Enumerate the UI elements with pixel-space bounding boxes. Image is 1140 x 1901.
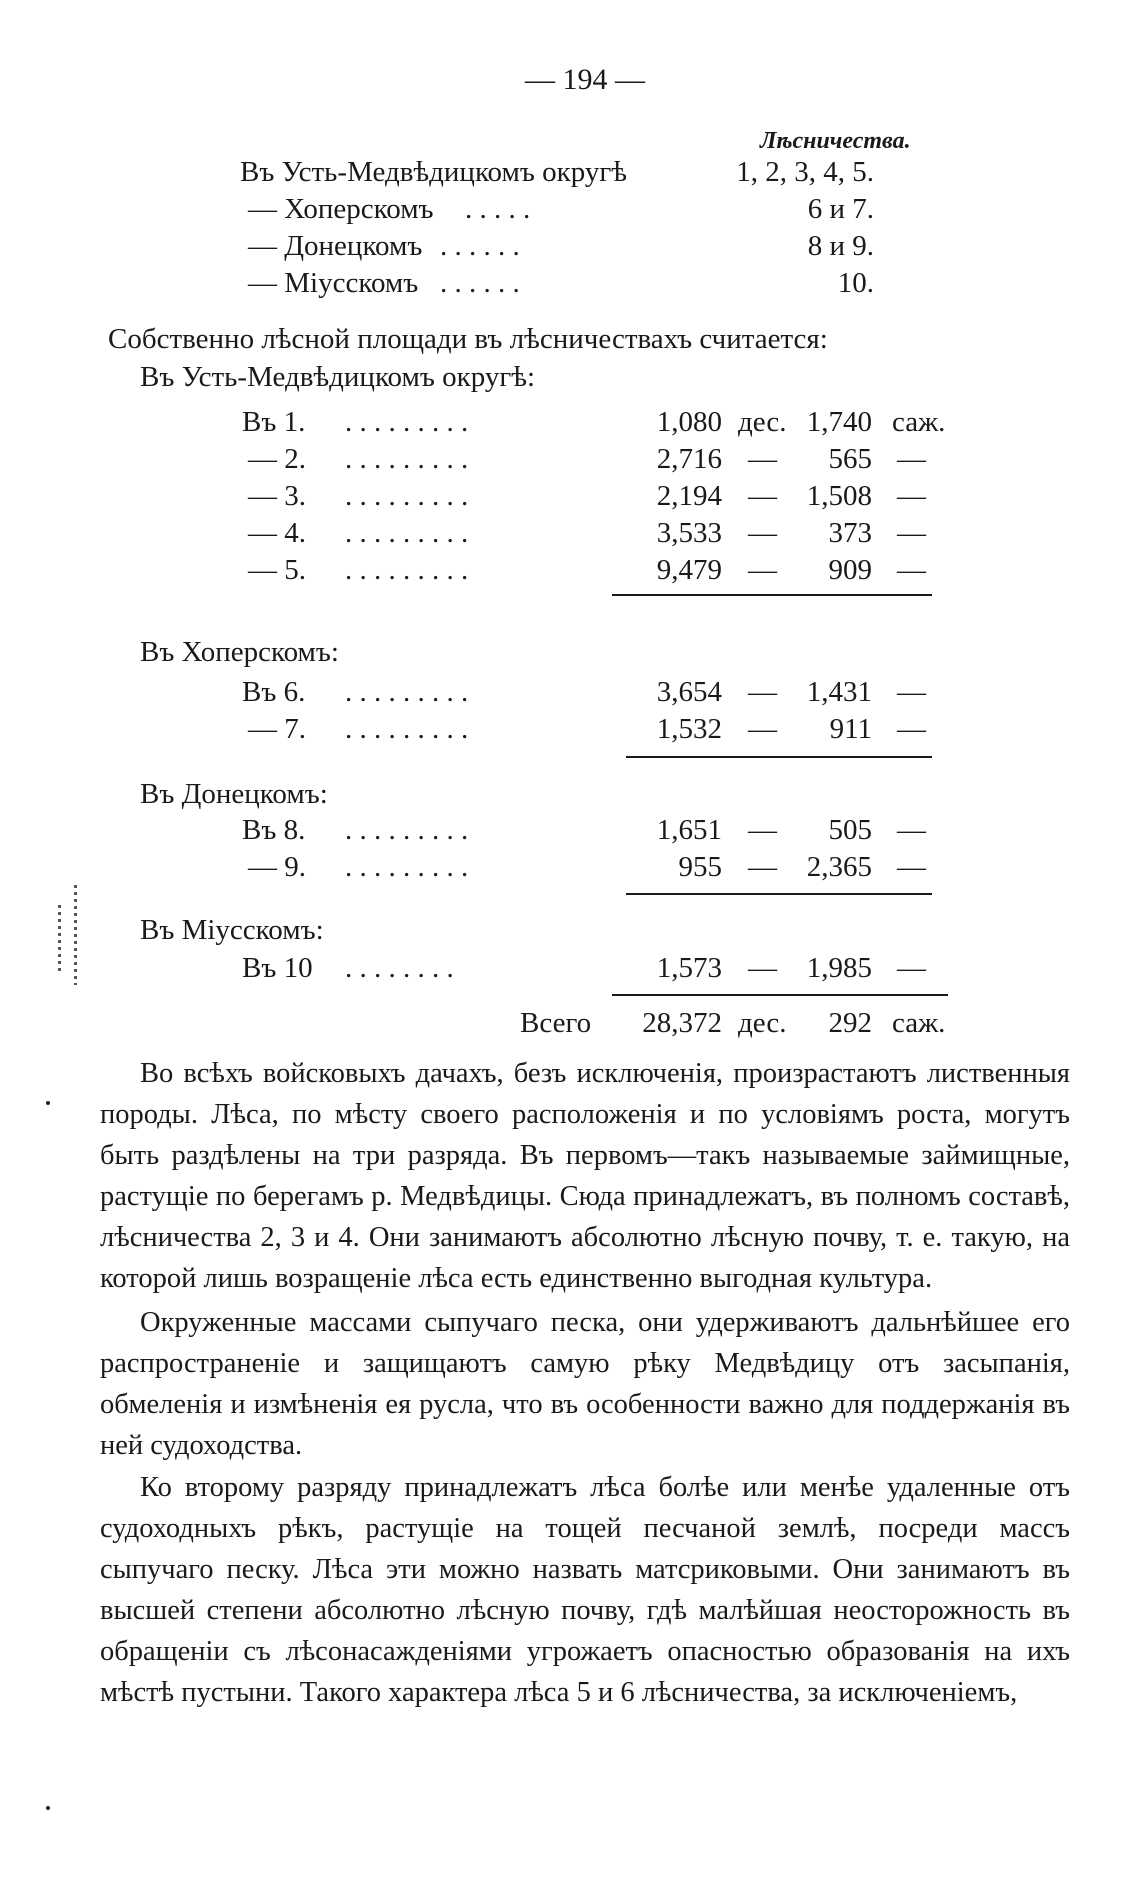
district-name: — Міусскомъ bbox=[248, 267, 419, 299]
group-heading: Въ Донецкомъ: bbox=[140, 778, 328, 810]
row-dots: . . . . . . . . . bbox=[345, 713, 469, 745]
row-unit: — bbox=[897, 713, 926, 745]
row-separator: — bbox=[748, 814, 777, 846]
row-unit: — bbox=[897, 443, 926, 475]
row-label: Въ 6. bbox=[242, 676, 306, 708]
stray-dot bbox=[46, 1101, 50, 1105]
subtotal-rule bbox=[612, 994, 948, 996]
row-unit: — bbox=[897, 480, 926, 512]
total-desyatiny: 28,372 bbox=[642, 1007, 722, 1039]
row-dots: . . . . . . . . . bbox=[345, 851, 469, 883]
margin-mark bbox=[58, 905, 61, 975]
row-separator: — bbox=[748, 554, 777, 586]
row-separator: дес. bbox=[738, 406, 787, 438]
group-heading: Въ Хоперскомъ: bbox=[140, 636, 339, 668]
row-label: Въ 8. bbox=[242, 814, 306, 846]
district-name: — Донецкомъ bbox=[248, 230, 423, 262]
row-unit: — bbox=[897, 952, 926, 984]
row-dots: . . . . . . . . . bbox=[345, 814, 469, 846]
body-paragraph: Окруженные массами сыпучаго песка, они удерживаютъ дальнѣйшее его распространеніе и защищаютъ самую рѣку Медвѣдицу отъ засыпанія, обмеленія и измѣненія ея русла, что въ особенности важно для поддержанія въ ней судоходства. bbox=[100, 1307, 1070, 1461]
row-desyatiny: 955 bbox=[678, 851, 722, 883]
total-sazheni: 292 bbox=[828, 1007, 872, 1039]
row-dots: . . . . . . . . . bbox=[345, 480, 469, 512]
row-separator: — bbox=[748, 851, 777, 883]
row-desyatiny: 3,654 bbox=[656, 676, 722, 708]
total-separator: дес. bbox=[738, 1007, 787, 1039]
district-forestries: 10. bbox=[837, 267, 874, 299]
row-label: — 7. bbox=[248, 713, 306, 745]
row-desyatiny: 9,479 bbox=[656, 554, 722, 586]
row-unit: — bbox=[897, 554, 926, 586]
row-label: — 9. bbox=[248, 851, 306, 883]
row-label: Въ 10 bbox=[242, 952, 313, 984]
row-desyatiny: 1,651 bbox=[656, 814, 722, 846]
page-number: — 194 — bbox=[525, 63, 645, 96]
row-unit: — bbox=[897, 851, 926, 883]
row-separator: — bbox=[748, 676, 777, 708]
row-unit: — bbox=[897, 814, 926, 846]
margin-mark bbox=[74, 885, 77, 985]
row-sazheni: 373 bbox=[828, 517, 872, 549]
row-label: — 5. bbox=[248, 554, 306, 586]
row-desyatiny: 1,532 bbox=[656, 713, 722, 745]
group-heading: Въ Усть-Медвѣдицкомъ округѣ: bbox=[140, 361, 536, 393]
row-desyatiny: 3,533 bbox=[656, 517, 722, 549]
body-paragraph: Ко второму разряду принадлежатъ лѣса болѣе или менѣе удаленные отъ судоходныхъ рѣкъ, растущіе на тощей песчаной землѣ, посреди массъ сыпучаго песку. Лѣса эти можно назвать матсриковыми. Они занимаютъ въ высшей степени абсолютно лѣсную почву, гдѣ малѣйшая неосторожность въ обращеніи съ лѣсонасажденіями угрожаетъ опасностью образованія на ихъ мѣстѣ пустыни. Такого характера лѣса 5 и 6 лѣсничества, за исключеніемъ, bbox=[100, 1472, 1070, 1708]
row-separator: — bbox=[748, 713, 777, 745]
forestries-column-header: Лѣсничества. bbox=[760, 128, 911, 154]
district-name: — Хоперскомъ bbox=[248, 193, 434, 225]
district-dots: . . . . . . bbox=[440, 267, 520, 299]
district-dots: . . . . . bbox=[465, 193, 531, 225]
row-sazheni: 911 bbox=[829, 713, 872, 745]
row-sazheni: 1,985 bbox=[806, 952, 872, 984]
row-desyatiny: 2,716 bbox=[656, 443, 722, 475]
row-unit: — bbox=[897, 676, 926, 708]
row-label: — 4. bbox=[248, 517, 306, 549]
district-forestries: 1, 2, 3, 4, 5. bbox=[736, 156, 874, 188]
row-dots: . . . . . . . . . bbox=[345, 406, 469, 438]
subtotal-rule bbox=[626, 756, 932, 758]
row-unit: саж. bbox=[892, 406, 946, 438]
group-heading: Въ Міусскомъ: bbox=[140, 914, 324, 946]
row-desyatiny: 2,194 bbox=[656, 480, 722, 512]
row-unit: — bbox=[897, 517, 926, 549]
row-sazheni: 2,365 bbox=[806, 851, 872, 883]
district-name: Въ Усть-Медвѣдицкомъ округѣ bbox=[240, 156, 627, 188]
row-sazheni: 1,740 bbox=[806, 406, 872, 438]
row-dots: . . . . . . . . bbox=[345, 952, 454, 984]
row-sazheni: 505 bbox=[828, 814, 872, 846]
area-heading: Собственно лѣсной площади въ лѣсничествахъ считается: bbox=[108, 323, 828, 355]
row-separator: — bbox=[748, 517, 777, 549]
row-dots: . . . . . . . . . bbox=[345, 517, 469, 549]
row-desyatiny: 1,573 bbox=[656, 952, 722, 984]
row-dots: . . . . . . . . . bbox=[345, 676, 469, 708]
total-unit: саж. bbox=[892, 1007, 946, 1039]
row-sazheni: 909 bbox=[828, 554, 872, 586]
row-separator: — bbox=[748, 480, 777, 512]
row-sazheni: 565 bbox=[828, 443, 872, 475]
row-sazheni: 1,508 bbox=[806, 480, 872, 512]
row-separator: — bbox=[748, 952, 777, 984]
district-forestries: 6 и 7. bbox=[807, 193, 874, 225]
total-label: Всего bbox=[520, 1007, 592, 1039]
row-separator: — bbox=[748, 443, 777, 475]
row-label: Въ 1. bbox=[242, 406, 306, 438]
subtotal-rule bbox=[612, 594, 932, 596]
stray-dot bbox=[46, 1806, 50, 1810]
subtotal-rule bbox=[626, 893, 932, 895]
district-forestries: 8 и 9. bbox=[807, 230, 874, 262]
row-desyatiny: 1,080 bbox=[656, 406, 722, 438]
row-label: — 2. bbox=[248, 443, 306, 475]
row-sazheni: 1,431 bbox=[806, 676, 872, 708]
row-dots: . . . . . . . . . bbox=[345, 554, 469, 586]
row-label: — 3. bbox=[248, 480, 306, 512]
district-dots: . . . . . . bbox=[440, 230, 520, 262]
body-paragraph: Во всѣхъ войсковыхъ дачахъ, безъ исключенія, произрастаютъ лиственныя породы. Лѣса, по мѣсту своего расположенія и по условіямъ роста, могутъ быть раздѣлены на три разряда. Въ первомъ—такъ называемые займищные, растущіе по берегамъ р. Медвѣдицы. Сюда принадлежатъ, въ полномъ составѣ, лѣсничества 2, 3 и 4. Они занимаютъ абсолютно лѣсную почву, т. е. такую, на которой лишь возращеніе лѣса есть единственно выгодная культура. bbox=[100, 1058, 1070, 1294]
row-dots: . . . . . . . . . bbox=[345, 443, 469, 475]
